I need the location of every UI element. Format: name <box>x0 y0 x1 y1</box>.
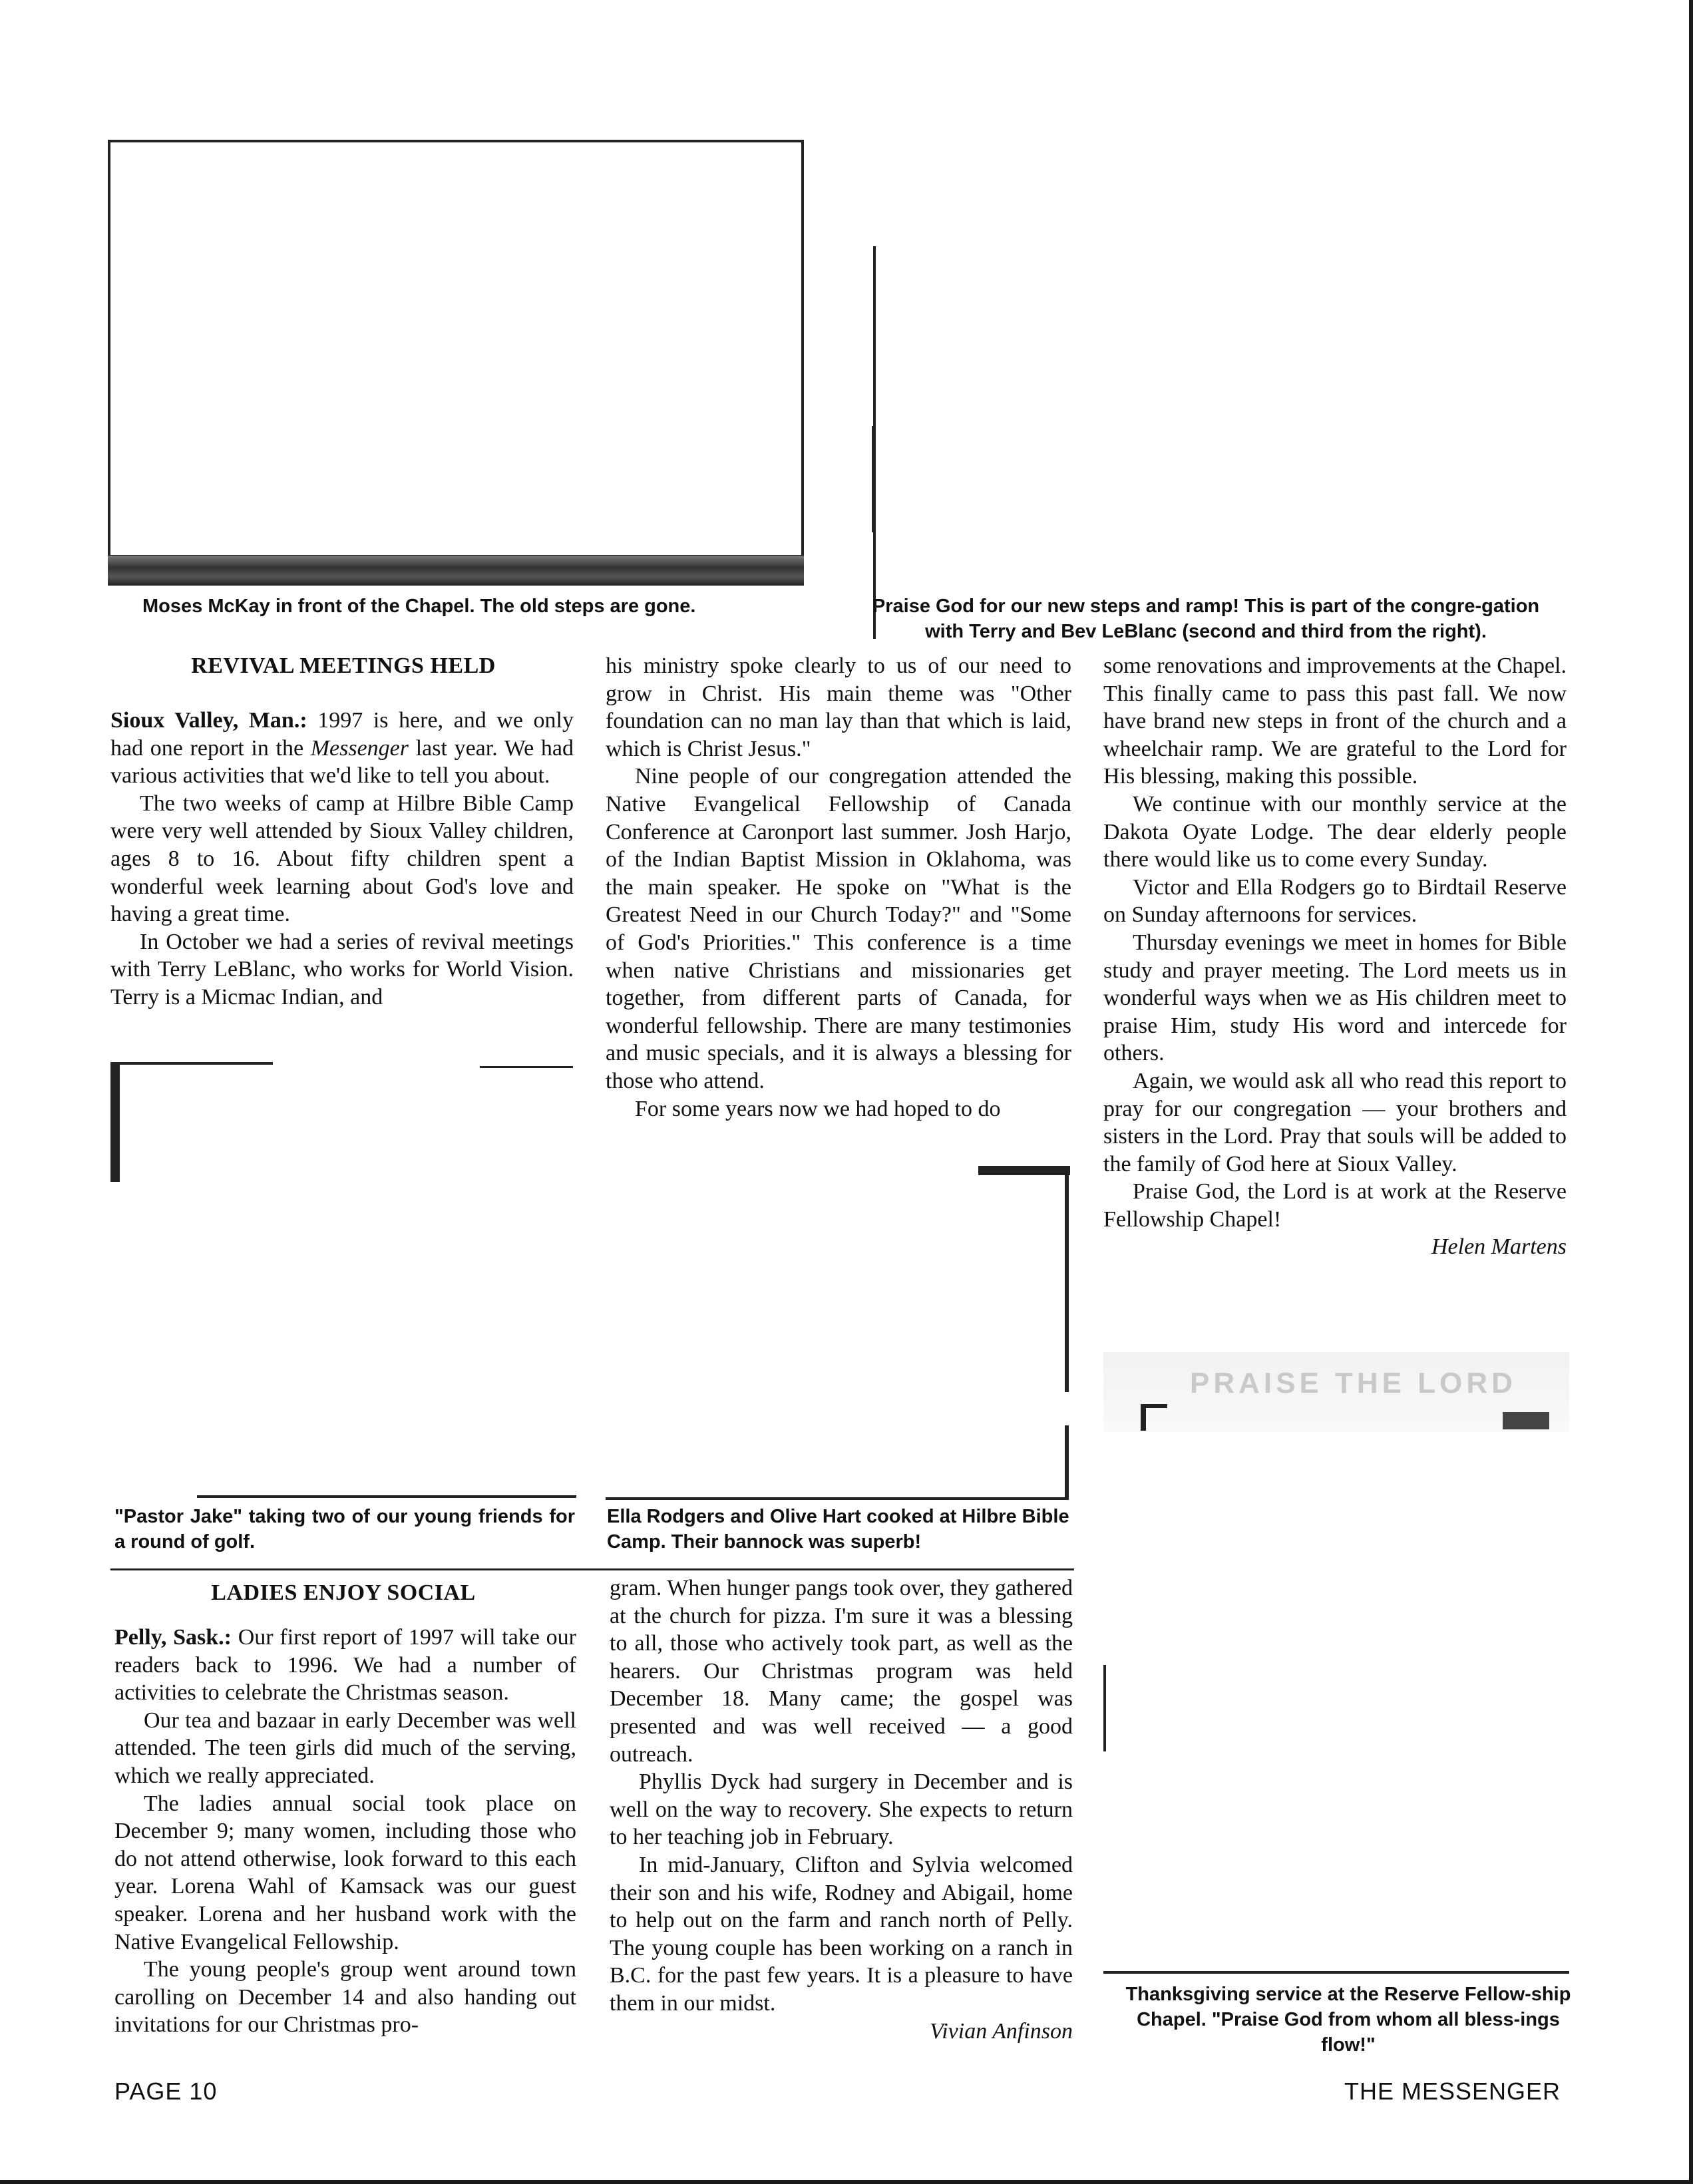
page-edge <box>0 2180 1693 2184</box>
article-paragraph: some renovations and improvements at the Chapel. This finally came to pass this past fall. We now have brand new steps in front of the church and a wheelchair ramp. We are grateful to the Lord for His blessing, making this possible. <box>1103 653 1567 789</box>
article-paragraph: Victor and Ella Rodgers go to Birdtail Reserve on Sunday afternoons for services. <box>1103 874 1567 928</box>
photo-caption: Moses McKay in front of the Chapel. The old steps are gone. <box>142 596 696 617</box>
article-paragraph: The ladies annual social took place on December 9; many women, including those who do not attend otherwise, look forward to this each year. Lorena Wahl of Kamsack was our guest speaker. Lorena and her husband work with the Native Evangelical Fellowship. <box>114 1791 576 1954</box>
article-column <box>114 1624 576 2039</box>
article-paragraph: The two weeks of camp at Hilbre Bible Camp were very well attended by Sioux Valley children, ages 8 to 16. About fifty children spent a wonderful week learning about God's love and having a great time. <box>110 791 574 927</box>
article-paragraph: Praise God, the Lord is at work at the Reserve Fellowship Chapel! <box>1103 1179 1567 1232</box>
article-paragraph: Nine people of our congregation attended the Native Evangelical Fellowship of Canada Conference at Caronport last summer. Josh Harjo, of the Indian Baptist Mission in Oklahoma, was the main speaker. He spoke on "What is the Greatest Need in our Church Today?" and "Some of God's Priorities." This conference is a time when native Christians and missionaries get together, from different parts of Canada, for wonderful fellowship. There are many testimonies and music specials, and it is always a blessing for those who attend. <box>606 764 1071 1093</box>
article-column <box>610 1574 1073 2045</box>
article-paragraph: In mid-January, Clifton and Sylvia welcomed their son and his wife, Rodney and Abigail, home to help out on the farm and ranch north of Pelly. The young couple has been working on a ranch in B.C. for the past few years. It is a pleasure to have them in our midst. <box>610 1852 1073 2016</box>
photo-caption: Thanksgiving service at the Reserve Fellow-ship Chapel. "Praise God from whom all bless-ings flow!" <box>1125 1984 1571 2056</box>
article-paragraph: Again, we would ask all who read this report to pray for our congregation — your brothers and sisters in the Lord. Pray that souls will be added to the family of God here at Sioux Valley. <box>1103 1068 1567 1177</box>
publication-title: Messenger <box>310 735 409 761</box>
article-paragraph: his ministry spoke clearly to us of our need to grow in Christ. His main theme was "Other foundation can no man lay than that which is laid, which is Christ Jesus." <box>606 653 1071 761</box>
article-column <box>606 652 1071 1123</box>
author-signature: Vivian Anfinson <box>929 2018 1073 2044</box>
article-heading: LADIES ENJOY SOCIAL <box>211 1580 476 1605</box>
page-number: PAGE 10 <box>114 2078 218 2105</box>
article-column <box>110 707 574 1011</box>
article-paragraph: The young people's group went around town carolling on December 14 and also handing out invitations for our Christmas pro- <box>114 1957 576 2038</box>
article-paragraph: Thursday evenings we meet in homes for Bible study and prayer meeting. The Lord meets us in wonderful ways when we as His children meet to praise Him, study His word and intercede for others. <box>1103 930 1567 1066</box>
article-paragraph: gram. When hunger pangs took over, they gathered at the church for pizza. I'm sure it was a blessing to all, those who actively took part, as well as the hearers. Our Christmas program was held December 18. Many came; the gospel was presented and was well received — a good outreach. <box>610 1576 1073 1767</box>
article-column <box>1103 652 1567 1261</box>
author-signature: Helen Martens <box>1431 1234 1567 1260</box>
dateline: Sioux Valley, Man.: <box>110 708 307 733</box>
photo-caption: Ella Rodgers and Olive Hart cooked at Hilbre Bible Camp. Their bannock was superb! <box>607 1506 1069 1552</box>
article-heading: REVIVAL MEETINGS HELD <box>191 653 496 678</box>
page-edge <box>1689 0 1693 2184</box>
article-paragraph: Our tea and bazaar in early December was well attended. The teen girls did much of the serving, which we really appreciated. <box>114 1708 576 1788</box>
article-paragraph: For some years now we had hoped to do <box>635 1096 1001 1121</box>
article-paragraph: Phyllis Dyck had surgery in December and is well on the way to recovery. She expects to return to her teaching job in February. <box>610 1769 1073 1850</box>
photo-moses-mckay <box>108 140 804 586</box>
photo-thanksgiving-service <box>1103 1352 1569 1978</box>
photo-caption: "Pastor Jake" taking two of our young friends for a round of golf. <box>114 1506 575 1552</box>
photo-pastor-jake-golf <box>110 1062 576 1501</box>
photo-cooks <box>606 1166 1071 1505</box>
section-divider <box>110 1568 1074 1570</box>
article-paragraph: Sioux Valley, Man.: 1997 is here, and we only had one report in the Messenger last year. We had various activities that we'd like to tell you about. <box>110 708 574 789</box>
photo-congregation <box>865 133 1564 586</box>
publication-name: THE MESSENGER <box>1344 2078 1561 2105</box>
article-paragraph: Pelly, Sask.: Our first report of 1997 will take our readers back to 1996. We had a number of activities to celebrate the Christmas season. <box>114 1625 576 1706</box>
article-paragraph: We continue with our monthly service at the Dakota Oyate Lodge. The dear elderly people there would like us to come every Sunday. <box>1103 791 1567 872</box>
banner-text: PRAISE THE LORD <box>1190 1367 1517 1399</box>
article-paragraph: In October we had a series of revival meetings with Terry LeBlanc, who works for World Vision. Terry is a Micmac Indian, and <box>110 929 574 1009</box>
dateline: Pelly, Sask.: <box>114 1625 232 1650</box>
photo-caption: Praise God for our new steps and ramp! This is part of the congre-gation with Terry and Bev LeBlanc (second and third from the right). <box>872 596 1540 642</box>
